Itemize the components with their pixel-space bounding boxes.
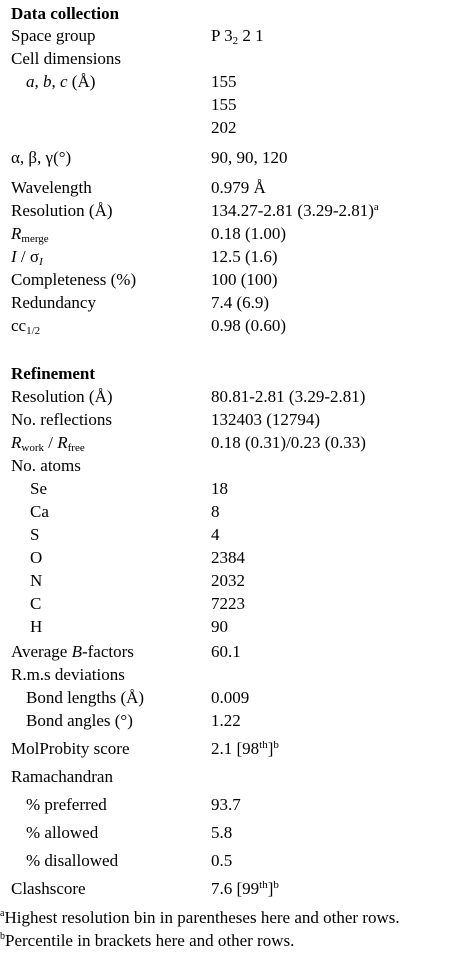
row-label xyxy=(11,314,40,337)
row-label: Resolution (Å) xyxy=(11,387,113,406)
row-label: % allowed xyxy=(26,823,99,842)
row-label: N xyxy=(30,571,43,590)
value-sub: 2 xyxy=(232,35,239,47)
row-label: R.m.s deviations xyxy=(11,665,125,684)
row-label: H xyxy=(30,617,43,636)
table-row-no-atoms xyxy=(0,454,474,477)
row-value: 202 xyxy=(211,118,237,137)
row-value: 4 xyxy=(211,525,220,544)
table-row-atom xyxy=(0,500,474,523)
footnote-text: Percentile in brackets here and other rows. xyxy=(5,931,295,950)
row-value: 12.5 (1.6) xyxy=(211,247,278,266)
table-row-preferred xyxy=(0,793,474,816)
row-value: 80.81-2.81 (3.29-2.81) xyxy=(211,387,366,406)
row-label xyxy=(11,222,49,245)
table-row-completeness xyxy=(0,268,474,291)
label-sub: 1/2 xyxy=(26,325,41,337)
footnote-mark: a xyxy=(373,201,379,213)
row-label: % preferred xyxy=(26,795,107,814)
row-value: 5.8 xyxy=(211,823,233,842)
row-label xyxy=(11,245,43,268)
table-row-i-sigma xyxy=(0,245,474,268)
row-label: MolProbity score xyxy=(11,739,130,758)
row-value: 155 xyxy=(211,72,237,91)
row-value: 2032 xyxy=(211,571,245,590)
row-label: Space group xyxy=(11,26,96,45)
row-label: C xyxy=(30,594,42,613)
value-text: 134.27-2.81 (3.29-2.81) xyxy=(211,201,374,220)
row-value: 2384 xyxy=(211,548,245,567)
row-value: 7223 xyxy=(211,594,245,613)
label-sub: I xyxy=(39,256,43,268)
table-row-rmerge xyxy=(0,222,474,245)
value-rest: 2 1 xyxy=(238,26,264,45)
table-row-wavelength xyxy=(0,176,474,199)
row-value: 0.5 xyxy=(211,851,233,870)
table-row-space-group xyxy=(0,24,474,47)
table-row-reflections xyxy=(0,408,474,431)
row-label: Bond lengths (Å) xyxy=(26,688,145,707)
label-r: R xyxy=(11,224,22,243)
row-label: Ca xyxy=(30,502,49,521)
table-row-redundancy xyxy=(0,291,474,314)
heading-text: Data collection xyxy=(11,4,120,23)
table-row-abc-c xyxy=(0,116,474,139)
footnote-text: Highest resolution bin in parentheses here and other rows. xyxy=(4,908,400,927)
row-value: 155 xyxy=(211,95,237,114)
row-value xyxy=(211,877,279,900)
row-label: Resolution (Å) xyxy=(11,201,113,220)
row-value: 0.98 (0.60) xyxy=(211,316,287,335)
row-label: Redundancy xyxy=(11,293,96,312)
row-label: % disallowed xyxy=(26,851,119,870)
table-row-atom xyxy=(0,546,474,569)
row-value: 1.22 xyxy=(211,711,241,730)
table-row-atom xyxy=(0,477,474,500)
row-value: 8 xyxy=(211,502,220,521)
label-post: -factors xyxy=(81,642,134,661)
row-label: O xyxy=(30,548,43,567)
table-row-rms xyxy=(0,663,474,686)
table-row-clashscore xyxy=(0,877,474,900)
table-row-atom xyxy=(0,615,474,638)
row-value: 0.009 xyxy=(211,688,250,707)
row-label: No. reflections xyxy=(11,410,113,429)
row-value: 0.18 (0.31)/0.23 (0.33) xyxy=(211,433,366,452)
table-row-bond-lengths xyxy=(0,686,474,709)
value-post: ] xyxy=(267,739,274,758)
row-label: α, β, γ(°) xyxy=(11,148,72,167)
row-label: Clashscore xyxy=(11,879,86,898)
row-label: No. atoms xyxy=(11,456,81,475)
section-heading-data-collection xyxy=(0,2,474,25)
label-unit: (Å) xyxy=(67,72,96,91)
row-value: 0.979 Å xyxy=(211,178,266,197)
row-label: Cell dimensions xyxy=(11,49,122,68)
row-value: 60.1 xyxy=(211,642,241,661)
footnote-mark: b xyxy=(273,879,279,891)
table-row-angles xyxy=(0,146,474,169)
row-label xyxy=(11,640,134,663)
table-row-rwork-rfree xyxy=(0,431,474,454)
label-sub: free xyxy=(67,442,85,454)
table-row-cell-dimensions xyxy=(0,47,474,70)
value-pre: 7.6 [99 xyxy=(211,879,260,898)
label-c: c xyxy=(60,72,68,91)
value-sup: th xyxy=(259,879,268,891)
row-label: Ramachandran xyxy=(11,767,113,786)
row-value: 132403 (12794) xyxy=(211,410,321,429)
row-value: 90, 90, 120 xyxy=(211,148,288,167)
table-row-bfactors xyxy=(0,640,474,663)
row-value: 0.18 (1.00) xyxy=(211,224,287,243)
table-row-resolution xyxy=(0,199,474,222)
table-row-ref-resolution xyxy=(0,385,474,408)
label-sub: work xyxy=(21,442,44,454)
label-a: a xyxy=(26,72,35,91)
label-mid: / σ xyxy=(16,247,40,266)
row-value: 18 xyxy=(211,479,228,498)
table-row-molprobity xyxy=(0,737,474,760)
heading-text: Refinement xyxy=(11,364,96,383)
row-value: 7.4 (6.9) xyxy=(211,293,270,312)
row-label: Wavelength xyxy=(11,178,92,197)
label-b: b xyxy=(43,72,52,91)
table-row-cc-half xyxy=(0,314,474,337)
footnote-b xyxy=(0,929,294,952)
table-row-atom xyxy=(0,523,474,546)
row-value: 93.7 xyxy=(211,795,241,814)
label-pre: Average xyxy=(11,642,72,661)
row-label: Se xyxy=(30,479,47,498)
footnote-mark: b xyxy=(0,931,5,942)
label-b: B xyxy=(71,642,82,661)
label-r: R xyxy=(57,433,68,452)
label-r: R xyxy=(11,433,22,452)
table-row-abc-b xyxy=(0,93,474,116)
table-row-atom xyxy=(0,569,474,592)
row-label: Completeness (%) xyxy=(11,270,137,289)
value-post: ] xyxy=(267,879,274,898)
label-sep: / xyxy=(44,433,58,452)
row-value xyxy=(211,199,379,222)
footnote-mark: a xyxy=(0,908,5,919)
row-label xyxy=(11,431,85,454)
row-label xyxy=(26,70,95,93)
row-value: 90 xyxy=(211,617,228,636)
row-value xyxy=(211,737,279,760)
table-row-ramachandran xyxy=(0,765,474,788)
section-heading-refinement xyxy=(0,362,474,385)
table-row-allowed xyxy=(0,821,474,844)
table-row-abc xyxy=(0,70,474,93)
label-sep: , xyxy=(34,72,43,91)
value-sup: th xyxy=(259,739,268,751)
table-row-atom xyxy=(0,592,474,615)
row-value: 100 (100) xyxy=(211,270,278,289)
row-label: S xyxy=(30,525,40,544)
footnote-mark: b xyxy=(273,739,279,751)
label-sub: merge xyxy=(21,233,49,245)
table-row-bond-angles xyxy=(0,709,474,732)
label-i: I xyxy=(11,247,17,266)
table-row-disallowed xyxy=(0,849,474,872)
label-main: cc xyxy=(11,316,27,335)
value-main: P 3 xyxy=(211,26,233,45)
footnote-a xyxy=(0,906,400,929)
row-value xyxy=(211,24,264,47)
row-label: Bond angles (°) xyxy=(26,711,133,730)
label-sep: , xyxy=(51,72,60,91)
value-pre: 2.1 [98 xyxy=(211,739,260,758)
